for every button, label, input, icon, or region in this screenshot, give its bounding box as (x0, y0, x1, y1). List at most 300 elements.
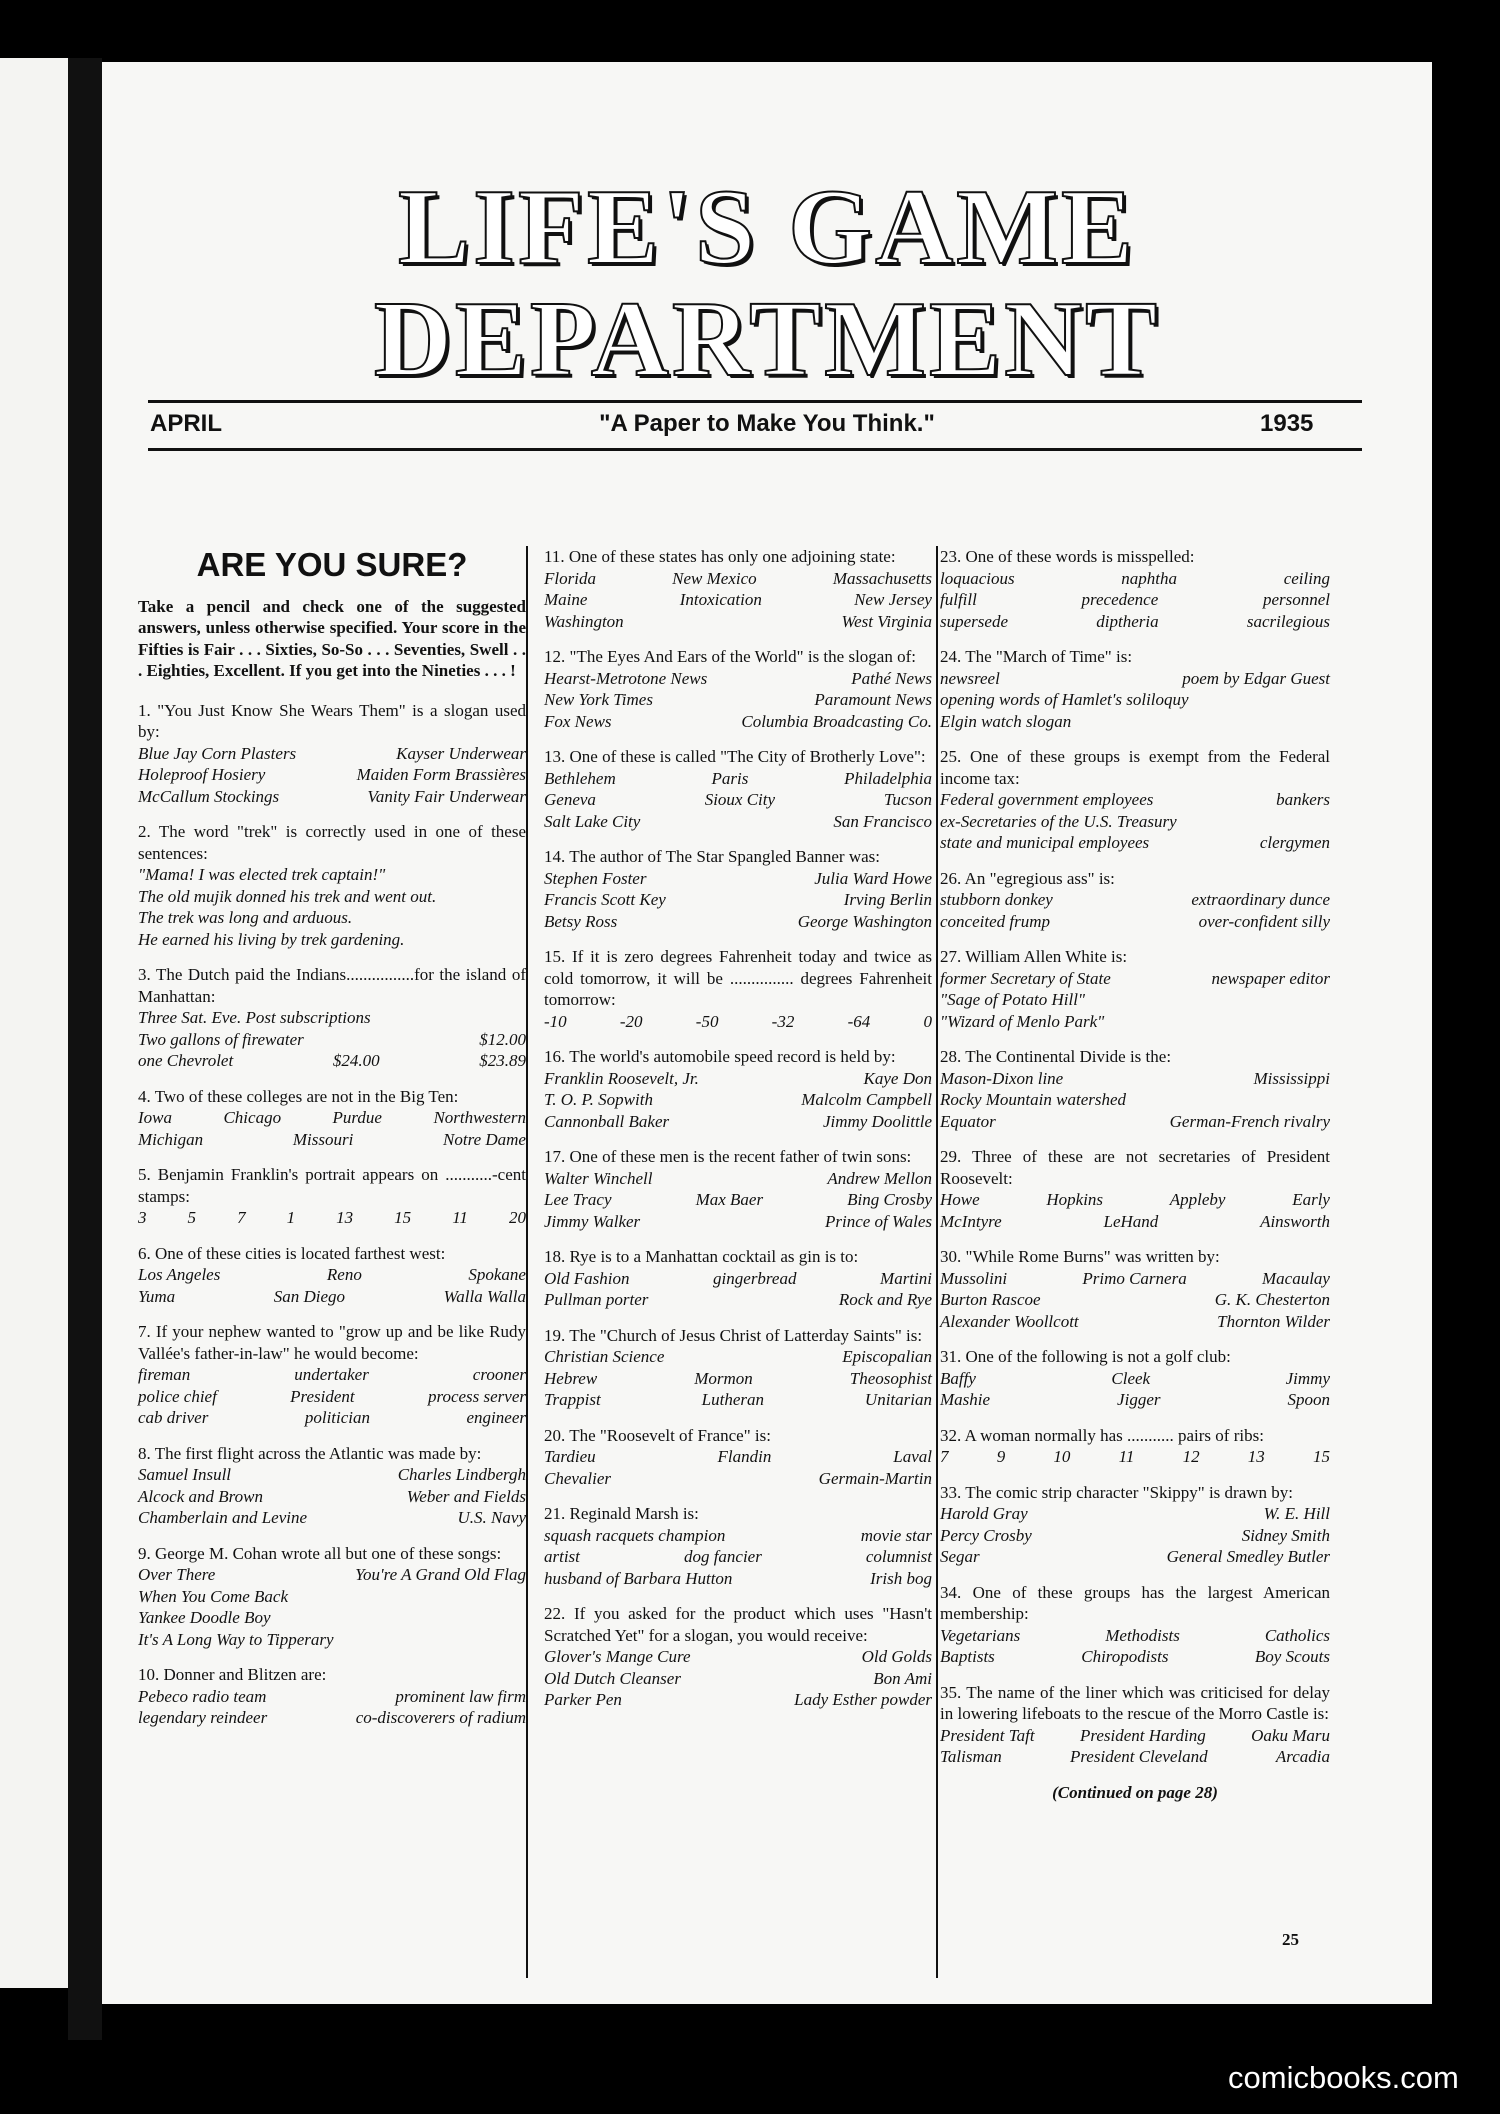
answer-option[interactable]: Mashie (940, 1390, 991, 1409)
answer-option[interactable]: Florida (544, 568, 596, 588)
answer-option[interactable]: Old Fashion (544, 1268, 630, 1288)
option-row (940, 568, 1330, 590)
answer-option[interactable]: President (290, 1386, 355, 1406)
answer-option[interactable]: Unitarian (864, 1390, 932, 1409)
answer-option[interactable]: co-discoverers of radium (355, 1708, 526, 1727)
answer-option[interactable]: Cannonball Baker (544, 1111, 670, 1131)
answer-option[interactable]: Yankee Doodle Boy (138, 1608, 271, 1627)
answer-option[interactable]: Chamberlain and Levine (138, 1508, 308, 1527)
answer-option[interactable]: San Diego (273, 1286, 346, 1306)
answer-option[interactable]: The trek was long and arduous. (138, 908, 353, 927)
answer-option[interactable]: Northwestern (433, 1108, 526, 1127)
answer-option[interactable]: 10 (1053, 1447, 1071, 1466)
answer-option[interactable]: Cleek (1111, 1368, 1151, 1388)
answer-option[interactable]: Jimmy Walker (544, 1211, 641, 1231)
answer-option[interactable]: Franklin Roosevelt, Jr. (544, 1068, 699, 1088)
answer-options (544, 1168, 932, 1233)
answer-option[interactable]: 3 (138, 1208, 147, 1227)
answer-option[interactable]: Betsy Ross (544, 911, 618, 931)
answer-option[interactable]: ex-Secretaries of the U.S. Treasury (940, 811, 1177, 831)
option-row (138, 864, 526, 886)
answer-option[interactable]: New Jersey (854, 590, 932, 609)
answer-option[interactable]: politician (304, 1408, 371, 1427)
answer-option[interactable]: 9 (996, 1447, 1006, 1466)
option-row (544, 711, 932, 733)
answer-option[interactable]: ceiling (1283, 568, 1330, 588)
answer-option[interactable]: fulfill (940, 590, 977, 609)
answer-option[interactable]: former Secretary of State (940, 968, 1111, 988)
answer-option[interactable]: Arcadia (1275, 1747, 1330, 1766)
option-row (544, 789, 932, 811)
answer-option[interactable]: Talisman (940, 1747, 1002, 1766)
option-row (940, 1546, 1330, 1568)
answer-options (544, 668, 932, 733)
answer-options (544, 1346, 932, 1411)
answer-option[interactable]: Irving Berlin (843, 890, 932, 909)
answer-option[interactable]: Walter Winchell (544, 1168, 653, 1188)
option-row (940, 1625, 1330, 1647)
answer-option[interactable]: personnel (1262, 590, 1330, 609)
answer-option[interactable]: Elgin watch slogan (940, 711, 1072, 731)
answer-option[interactable]: When You Come Back (138, 1586, 288, 1606)
answer-options (138, 1107, 526, 1150)
question-text: 6. One of these cities is located farthest west: (138, 1243, 446, 1263)
answer-option[interactable]: Washington (544, 611, 624, 631)
answer-option[interactable]: Rock and Rye (838, 1290, 932, 1309)
question-33 (940, 1482, 1330, 1568)
answer-option[interactable]: Kaye Don (863, 1068, 932, 1088)
answer-option[interactable]: Walla Walla (443, 1286, 526, 1306)
option-row (544, 1168, 932, 1190)
answer-option[interactable]: Chiropodists (1081, 1647, 1169, 1666)
answer-options (138, 1264, 526, 1307)
page-title (102, 168, 1432, 399)
answer-option[interactable]: Macaulay (1262, 1268, 1330, 1288)
answer-option[interactable]: Mississippi (1253, 1068, 1330, 1088)
answer-option[interactable]: clergymen (1259, 833, 1330, 852)
answer-option[interactable]: husband of Barbara Hutton (544, 1568, 733, 1588)
answer-options (940, 889, 1330, 932)
answer-option[interactable]: engineer (466, 1408, 526, 1427)
answer-option[interactable]: 5 (187, 1208, 197, 1227)
answer-option[interactable]: Methodists (1105, 1625, 1180, 1645)
answer-option[interactable]: Lady Esther powder (794, 1690, 932, 1709)
question-text: 9. George M. Cohan wrote all but one of these songs: (138, 1543, 502, 1563)
answer-option[interactable]: Mussolini (940, 1268, 1008, 1288)
answer-option[interactable]: Hopkins (1046, 1190, 1104, 1209)
answer-option[interactable]: undertaker (294, 1365, 369, 1384)
answer-option[interactable]: It's A Long Way to Tipperary (138, 1629, 334, 1649)
answer-option[interactable]: Pebeco radio team (138, 1686, 267, 1706)
question-text: 28. The Continental Divide is the: (940, 1047, 1172, 1066)
answer-option[interactable]: newsreel (940, 668, 1000, 688)
answer-option[interactable]: President Cleveland (1069, 1747, 1208, 1766)
answer-option[interactable]: Paris (711, 768, 749, 788)
answer-option[interactable]: Lutheran (701, 1390, 764, 1409)
answer-option[interactable]: George Washington (797, 911, 932, 931)
answer-option[interactable]: Missouri (292, 1129, 354, 1149)
answer-option[interactable]: Early (1292, 1190, 1330, 1209)
question-text: 24. The "March of Time" is: (940, 647, 1133, 666)
answer-option[interactable]: Weber and Fields (406, 1486, 526, 1506)
answer-option[interactable]: Germain-Martin (818, 1468, 932, 1488)
column-3-questions (940, 546, 1330, 1768)
answer-option[interactable]: Vegetarians (940, 1625, 1021, 1645)
answer-option[interactable]: 13 (336, 1208, 354, 1227)
answer-option[interactable]: $12.00 (479, 1029, 526, 1049)
answer-options (138, 1686, 526, 1729)
answer-option[interactable]: columnist (865, 1547, 932, 1566)
answer-option[interactable]: 0 (923, 1011, 932, 1031)
question-text: 11. One of these states has only one adjoining state: (544, 547, 896, 566)
answer-option[interactable]: Francis Scott Key (544, 890, 666, 909)
answer-option[interactable]: The old mujik donned his trek and went out. (138, 886, 437, 906)
option-row (138, 1007, 526, 1029)
answer-option[interactable]: Old Dutch Cleanser (544, 1668, 681, 1688)
answer-option[interactable]: 15 (394, 1208, 412, 1227)
answer-option[interactable]: 13 (1247, 1447, 1265, 1466)
answer-option[interactable]: Pullman porter (544, 1290, 649, 1309)
masthead-motto: "A Paper to Make You Think." (599, 410, 935, 437)
answer-option[interactable]: Three Sat. Eve. Post subscriptions (138, 1008, 371, 1027)
answer-option[interactable]: Bethlehem (544, 768, 616, 788)
answer-option[interactable]: Bing Crosby (847, 1190, 932, 1209)
question-text: 18. Rye is to a Manhattan cocktail as gin is to: (544, 1247, 859, 1266)
question-1 (138, 700, 526, 808)
answer-option[interactable]: Los Angeles (138, 1265, 221, 1284)
answer-option[interactable]: Martini (880, 1268, 932, 1288)
answer-option[interactable]: Hebrew (544, 1368, 598, 1388)
answer-option[interactable]: movie star (860, 1525, 932, 1545)
continued-note: (Continued on page 28) (1052, 1782, 1218, 1802)
answer-option[interactable]: -32 (771, 1011, 795, 1031)
answer-option[interactable]: bankers (1276, 790, 1330, 809)
answer-option[interactable]: gingerbread (713, 1268, 797, 1288)
answer-option[interactable]: T. O. P. Sopwith (544, 1090, 653, 1109)
answer-option[interactable]: newspaper editor (1211, 968, 1330, 988)
answer-option[interactable]: dog fancier (683, 1547, 762, 1566)
answer-option[interactable]: Equator (940, 1111, 996, 1131)
answer-option[interactable]: Mason-Dixon line (940, 1068, 1064, 1088)
answer-option[interactable]: Sioux City (704, 790, 776, 809)
question-22 (544, 1603, 932, 1711)
option-row (544, 689, 932, 711)
answer-option[interactable]: Catholics (1264, 1625, 1330, 1645)
answer-option[interactable]: Malcolm Campbell (801, 1090, 932, 1109)
answer-option[interactable]: Salt Lake City (544, 811, 641, 831)
answer-option[interactable]: Laval (893, 1447, 932, 1466)
answer-option[interactable]: President Taft (940, 1725, 1035, 1745)
answer-option[interactable]: Sidney Smith (1241, 1525, 1330, 1545)
answer-option[interactable]: squash racquets champion (544, 1525, 726, 1545)
answer-option[interactable]: 20 (508, 1208, 526, 1227)
answer-option[interactable]: Massachusetts (832, 568, 932, 588)
answer-option[interactable]: Stephen Foster (544, 868, 647, 888)
answer-option[interactable]: Alexander Woollcott (940, 1311, 1079, 1331)
answer-option[interactable]: 15 (1312, 1447, 1330, 1466)
option-row (544, 868, 932, 890)
answer-option[interactable]: McCallum Stockings (138, 786, 280, 806)
option-row (940, 1111, 1330, 1133)
answer-option[interactable]: Spoon (1287, 1390, 1330, 1409)
answer-option[interactable]: Theosophist (849, 1368, 932, 1388)
answer-option[interactable]: Jigger (1117, 1390, 1161, 1409)
answer-option[interactable]: -10 (544, 1011, 567, 1031)
answer-option[interactable]: Purdue (332, 1108, 382, 1127)
answer-option[interactable]: Howe (940, 1190, 980, 1209)
answer-option[interactable]: Reno (326, 1265, 362, 1284)
answer-option[interactable]: Baffy (940, 1368, 976, 1388)
answer-option[interactable]: diptheria (1096, 611, 1159, 631)
answer-option[interactable]: "Sage of Potato Hill" (940, 990, 1086, 1009)
answer-option[interactable]: Max Baer (695, 1190, 764, 1209)
question-30 (940, 1246, 1330, 1332)
option-row (544, 1446, 932, 1468)
answer-option[interactable]: Yuma (138, 1286, 176, 1306)
answer-option[interactable]: Mormon (694, 1368, 753, 1388)
answer-option[interactable]: $24.00 (332, 1051, 380, 1070)
answer-option[interactable]: Ainsworth (1260, 1211, 1330, 1231)
answer-option[interactable]: Columbia Broadcasting Co. (741, 711, 932, 731)
answer-option[interactable]: Oaku Maru (1251, 1725, 1330, 1745)
option-row (940, 1011, 1330, 1033)
answer-option[interactable]: prominent law firm (395, 1686, 526, 1706)
answer-option[interactable]: loquacious (940, 568, 1015, 588)
answer-option[interactable]: Christian Science (544, 1347, 665, 1366)
answer-option[interactable]: Over There (138, 1565, 216, 1584)
answer-option[interactable]: 11 (452, 1208, 468, 1227)
answer-option[interactable]: Boy Scouts (1254, 1647, 1330, 1666)
answer-option[interactable]: Iowa (138, 1108, 172, 1127)
answer-option[interactable]: Notre Dame (443, 1129, 526, 1149)
answer-option[interactable]: process server (427, 1386, 526, 1406)
answer-option[interactable]: Samuel Insull (138, 1465, 232, 1484)
answer-option[interactable]: 7 (940, 1447, 949, 1466)
answer-option[interactable]: Federal government employees (940, 790, 1154, 809)
answer-option[interactable]: state and municipal employees (940, 833, 1150, 852)
answer-option[interactable]: Geneva (544, 790, 596, 809)
answer-option[interactable]: stubborn donkey (940, 890, 1053, 909)
answer-option[interactable]: Bon Ami (873, 1668, 932, 1688)
option-row (138, 1386, 526, 1408)
option-row (544, 1646, 932, 1668)
answer-option[interactable]: West Virginia (841, 611, 932, 631)
answer-option[interactable]: Lee Tracy (544, 1190, 612, 1209)
answer-option[interactable]: $23.89 (479, 1051, 526, 1070)
answer-option[interactable]: fireman (138, 1365, 191, 1384)
answer-option[interactable]: He earned his living by trek gardening. (138, 929, 405, 949)
question-5 (138, 1164, 526, 1229)
answer-option[interactable]: W. E. Hill (1263, 1504, 1330, 1523)
answer-option[interactable]: Paramount News (814, 690, 932, 709)
answer-option[interactable]: over-confident silly (1198, 911, 1330, 931)
question-15 (544, 946, 932, 1032)
option-row (940, 1525, 1330, 1547)
answer-option[interactable]: "Mama! I was elected trek captain!" (138, 865, 386, 884)
answer-option[interactable]: -64 (847, 1011, 871, 1031)
answer-option[interactable]: Fox News (544, 711, 612, 731)
answer-option[interactable]: San Francisco (833, 811, 932, 831)
answer-option[interactable]: Maiden Form Brassières (356, 765, 526, 784)
answer-options (138, 1464, 526, 1529)
option-row (544, 1668, 932, 1690)
answer-option[interactable]: Alcock and Brown (138, 1486, 263, 1506)
option-row (940, 1746, 1330, 1768)
answer-option[interactable]: Baptists (940, 1647, 995, 1666)
answer-option[interactable]: "Wizard of Menlo Park" (940, 1011, 1105, 1031)
answer-option[interactable]: legendary reindeer (138, 1708, 268, 1727)
answer-option[interactable]: Parker Pen (544, 1690, 622, 1709)
answer-option[interactable]: one Chevrolet (138, 1051, 234, 1070)
answer-option[interactable]: Vanity Fair Underwear (367, 786, 526, 806)
option-row (138, 907, 526, 929)
option-row (138, 1486, 526, 1508)
answer-option[interactable]: 1 (286, 1208, 296, 1227)
answer-option[interactable]: G. K. Chesterton (1214, 1290, 1330, 1309)
question-text: 20. The "Roosevelt of France" is: (544, 1425, 771, 1445)
answer-option[interactable]: crooner (472, 1365, 526, 1384)
answer-option[interactable]: Chicago (223, 1108, 282, 1127)
answer-option[interactable]: 11 (1118, 1447, 1135, 1466)
answer-option[interactable]: Blue Jay Corn Plasters (138, 743, 297, 763)
option-row (138, 1686, 526, 1708)
answer-option[interactable]: opening words of Hamlet's soliloquy (940, 690, 1189, 709)
answer-option[interactable]: Episcopalian (842, 1347, 932, 1366)
answer-option[interactable]: Tardieu (544, 1447, 596, 1466)
answer-option[interactable]: 7 (237, 1208, 246, 1227)
book-gutter (68, 40, 102, 2040)
answer-option[interactable]: Maine (544, 590, 588, 609)
answer-option[interactable]: New Mexico (672, 568, 757, 588)
answer-option[interactable]: Percy Crosby (940, 1525, 1032, 1545)
answer-option[interactable]: Jimmy Doolittle (822, 1111, 932, 1131)
answer-option[interactable]: Philadelphia (844, 768, 932, 788)
answer-option[interactable]: President Harding (1080, 1725, 1206, 1745)
section-title: ARE YOU SURE? (196, 546, 468, 583)
answer-options (940, 1189, 1330, 1232)
answer-option[interactable]: Chevalier (544, 1468, 612, 1488)
answer-option[interactable]: Charles Lindbergh (397, 1465, 526, 1484)
option-row (138, 1207, 526, 1229)
answer-option[interactable]: Andrew Mellon (827, 1168, 932, 1188)
answer-option[interactable]: sacrilegious (1246, 611, 1330, 631)
question-text: 25. One of these groups is exempt from the Federal income tax: (940, 747, 1330, 788)
answer-option[interactable]: cab driver (138, 1408, 209, 1427)
option-row (544, 911, 932, 933)
answer-option[interactable]: Intoxication (679, 590, 762, 609)
answer-option[interactable]: Segar (940, 1547, 980, 1566)
answer-option[interactable]: Appleby (1169, 1190, 1226, 1209)
answer-option[interactable]: General Smedley Butler (1166, 1547, 1330, 1566)
answer-options (940, 1446, 1330, 1468)
option-row (940, 811, 1330, 833)
answer-option[interactable]: supersede (940, 611, 1008, 631)
page-number: 25 (1282, 1930, 1299, 1949)
answer-option[interactable]: precedence (1081, 590, 1159, 609)
answer-option[interactable]: Tucson (883, 790, 932, 809)
option-row (544, 1546, 932, 1568)
answer-options (544, 1446, 932, 1489)
answer-option[interactable]: Pathé News (851, 668, 932, 688)
answer-option[interactable]: poem by Edgar Guest (1182, 668, 1330, 688)
answer-option[interactable]: Hearst-Metrotone News (544, 668, 708, 688)
question-text: 27. William Allen White is: (940, 947, 1128, 966)
answer-option[interactable]: LeHand (1103, 1211, 1159, 1231)
answer-option[interactable]: Jimmy (1285, 1368, 1330, 1388)
question-4 (138, 1086, 526, 1151)
question-3 (138, 964, 526, 1072)
option-row (544, 668, 932, 690)
answer-option[interactable]: 12 (1182, 1447, 1200, 1466)
question-19 (544, 1325, 932, 1411)
answer-option[interactable]: Old Golds (861, 1647, 932, 1666)
answer-options (544, 1646, 932, 1711)
question-10 (138, 1664, 526, 1729)
answer-option[interactable]: Flandin (717, 1447, 772, 1466)
option-row (138, 743, 526, 765)
option-row (940, 832, 1330, 854)
answer-option[interactable]: You're A Grand Old Flag (355, 1565, 526, 1584)
answer-option[interactable]: U.S. Navy (457, 1508, 526, 1527)
option-row (544, 1068, 932, 1090)
answer-option[interactable]: police chief (138, 1386, 217, 1406)
answer-option[interactable]: Kayser Underwear (396, 743, 526, 763)
answer-option[interactable]: Two gallons of firewater (138, 1029, 304, 1049)
quiz-instructions: Take a pencil and check one of the suggested answers, unless otherwise specified. Your score in the Fifties is Fair . . . Sixties, So-So . . . Seventies, Swell . . . Eighties, Excellent. If you get into the Nineties . . . ! (138, 596, 526, 680)
question-text: 23. One of these words is misspelled: (940, 547, 1195, 566)
answer-option[interactable]: Burton Rascoe (940, 1290, 1041, 1309)
question-text: 16. The world's automobile speed record is held by: (544, 1047, 896, 1066)
question-text: 8. The first flight across the Atlantic was made by: (138, 1443, 482, 1463)
answer-option[interactable]: extraordinary dunce (1191, 890, 1330, 909)
column-divider-2 (936, 546, 938, 1978)
title-line-2: DEPARTMENT (373, 280, 1161, 399)
answer-option[interactable]: -20 (619, 1011, 643, 1031)
answer-option[interactable]: Holeproof Hosiery (138, 765, 266, 784)
answer-option[interactable]: naphtha (1121, 568, 1178, 588)
question-28 (940, 1046, 1330, 1132)
answer-option[interactable]: Spokane (468, 1265, 526, 1284)
answer-options (940, 968, 1330, 1033)
answer-option[interactable]: Prince of Wales (824, 1211, 932, 1231)
magazine-page (102, 62, 1432, 2004)
masthead-month: APRIL (150, 410, 222, 437)
answer-option[interactable]: German-French rivalry (1169, 1111, 1330, 1131)
answer-option[interactable]: conceited frump (940, 911, 1050, 931)
option-row (544, 889, 932, 911)
answer-options (940, 1503, 1330, 1568)
answer-option[interactable]: McIntyre (940, 1211, 1002, 1231)
option-row (544, 1568, 932, 1590)
answer-option[interactable]: Glover's Mange Cure (544, 1647, 691, 1666)
answer-option[interactable]: Irish bog (870, 1568, 932, 1588)
answer-option[interactable]: artist (544, 1547, 580, 1566)
option-row (940, 589, 1330, 611)
answer-option[interactable]: Harold Gray (940, 1504, 1028, 1523)
answer-option[interactable]: Julia Ward Howe (814, 868, 932, 888)
answer-option[interactable]: Thornton Wilder (1217, 1311, 1330, 1331)
option-row (138, 764, 526, 786)
question-32 (940, 1425, 1330, 1468)
option-row (940, 711, 1330, 733)
answer-option[interactable]: Trappist (544, 1390, 601, 1409)
answer-option[interactable]: New York Times (544, 690, 653, 709)
question-text: 4. Two of these colleges are not in the Big Ten: (138, 1086, 459, 1106)
answer-option[interactable]: Primo Carnera (1082, 1268, 1187, 1288)
answer-option[interactable]: -50 (695, 1011, 719, 1031)
answer-option[interactable]: Michigan (138, 1129, 204, 1149)
answer-option[interactable]: Rocky Mountain watershed (940, 1090, 1127, 1109)
